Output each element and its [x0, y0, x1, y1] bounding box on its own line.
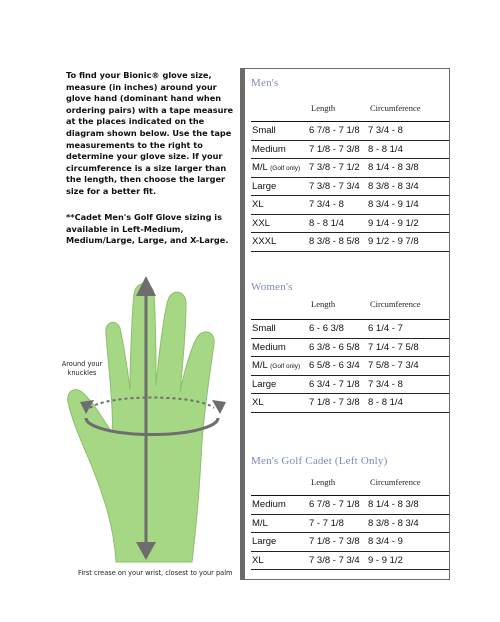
size-row [251, 196, 449, 215]
cadet-sizing-note: **Cadet Men's Golf Glove sizing is available in Left-Medium, Medium/Large, Large, and X-Large. [66, 212, 229, 246]
size-cell [252, 339, 286, 357]
length-cell: 7 1/8 - 7 3/8 [309, 143, 360, 155]
size-label: Large [252, 180, 277, 192]
size-cell [252, 178, 276, 196]
size-chart-panel [240, 68, 450, 580]
size-row [251, 496, 449, 515]
size-row [251, 515, 449, 534]
length-cell: 6 7/8 - 7 1/8 [309, 125, 360, 136]
length-cell: 6 - 6 3/8 [309, 323, 344, 334]
size-cell [252, 233, 276, 251]
size-cell [252, 141, 286, 159]
section-title: Women's [251, 281, 293, 293]
circumference-cell: 8 1/4 - 8 3/8 [368, 499, 419, 510]
column-header-circumference: Circumference [370, 299, 421, 309]
size-row [251, 552, 449, 571]
size-note: (Golf only) [270, 165, 301, 172]
size-row [251, 178, 449, 197]
length-cell: 6 7/8 - 7 1/8 [309, 499, 360, 510]
length-cell: 7 1/8 - 7 3/8 [309, 536, 360, 547]
size-label: Medium [252, 143, 286, 155]
size-note: (Golf only) [270, 363, 301, 370]
circumference-cell: 8 3/8 - 8 3/4 [368, 517, 419, 529]
circumference-cell: 7 5/8 - 7 3/4 [368, 360, 419, 371]
column-header-length: Length [311, 477, 336, 487]
column-header-circumference: Circumference [370, 103, 421, 113]
circumference-cell: 7 3/4 - 8 [368, 378, 403, 390]
size-cell [252, 376, 276, 394]
size-label: XL [252, 397, 264, 408]
size-label: Medium [252, 499, 286, 510]
size-label: Small [252, 125, 276, 136]
circumference-cell: 7 3/4 - 8 [368, 125, 403, 136]
size-label: Large [252, 536, 277, 547]
length-cell: 7 - 7 1/8 [309, 517, 344, 529]
size-label: Large [252, 378, 277, 390]
length-cell: 6 5/8 - 6 3/4 [309, 360, 360, 371]
circumference-cell: 8 3/8 - 8 3/4 [368, 180, 419, 192]
column-header-length: Length [311, 103, 336, 113]
size-table [251, 121, 449, 252]
length-cell: 7 3/8 - 7 3/4 [309, 554, 360, 566]
length-cell: 7 3/8 - 7 1/2 [309, 162, 360, 173]
size-cell [252, 320, 276, 338]
size-cell [252, 552, 264, 570]
length-cell: 6 3/8 - 6 5/8 [309, 341, 360, 353]
size-row [251, 357, 449, 376]
size-label: Medium [252, 341, 286, 353]
size-cell [252, 533, 276, 551]
wrist-label: First crease on your wrist, closest to your palm [78, 569, 233, 577]
size-label: M/L [252, 360, 268, 371]
circumference-cell: 8 - 8 1/4 [368, 397, 403, 408]
length-cell: 7 1/8 - 7 3/8 [309, 397, 360, 408]
length-cell: 6 3/4 - 7 1/8 [309, 378, 360, 390]
circumference-cell: 8 - 8 1/4 [368, 143, 403, 155]
mens-section [251, 77, 449, 247]
circumference-cell: 9 1/2 - 9 7/8 [368, 236, 419, 247]
size-row [251, 320, 449, 339]
sizing-instructions: To find your Bionic® glove size, measure (in inches) around your glove hand (dominant hand when ordering pairs) with a tape measure at the places indicated on the diagram shown below. Use the tape measurements to the right to determine your glove size. If your circumference is a size larger than the length, then choose the larger size for a better fit. [66, 70, 234, 196]
size-cell [252, 196, 264, 214]
hand-diagram [64, 262, 254, 572]
size-row [251, 394, 449, 413]
circumference-cell: 8 3/4 - 9 [368, 536, 403, 547]
size-label: M/L [252, 162, 268, 173]
size-table [251, 495, 449, 570]
section-title: Men's Golf Cadet (Left Only) [251, 455, 388, 467]
size-cell [252, 515, 268, 533]
size-row [251, 339, 449, 358]
size-row [251, 159, 449, 178]
size-cell [252, 159, 300, 178]
circumference-cell: 7 1/4 - 7 5/8 [368, 341, 419, 353]
column-header-length: Length [311, 299, 336, 309]
size-label: Small [252, 323, 276, 334]
section-title: Men's [251, 77, 279, 89]
circumference-cell: 8 1/4 - 8 3/8 [368, 162, 419, 173]
size-row [251, 122, 449, 141]
size-row [251, 533, 449, 552]
size-row [251, 233, 449, 252]
size-label: XXXL [252, 236, 277, 247]
size-cell [252, 122, 276, 140]
circumference-cell: 8 3/4 - 9 1/4 [368, 199, 419, 210]
length-cell: 7 3/4 - 8 [309, 199, 344, 210]
circumference-cell: 6 1/4 - 7 [368, 323, 403, 334]
size-row [251, 141, 449, 160]
size-label: XL [252, 554, 264, 566]
size-cell [252, 394, 264, 412]
circumference-cell: 9 - 9 1/2 [368, 554, 403, 566]
size-table [251, 319, 449, 413]
length-cell: 8 3/8 - 8 5/8 [309, 236, 360, 247]
size-cell [252, 357, 300, 376]
womens-section [251, 281, 449, 408]
size-row [251, 376, 449, 395]
cadet-section [251, 455, 449, 566]
size-label: M/L [252, 517, 268, 529]
size-label: XXL [252, 217, 270, 229]
size-label: XL [252, 199, 264, 210]
column-header-circumference: Circumference [370, 477, 421, 487]
size-cell [252, 215, 270, 233]
knuckles-label: Around your knuckles [61, 360, 103, 377]
size-row [251, 215, 449, 234]
size-cell [252, 496, 286, 514]
length-cell: 8 - 8 1/4 [309, 217, 344, 229]
circumference-cell: 9 1/4 - 9 1/2 [368, 217, 419, 229]
length-cell: 7 3/8 - 7 3/4 [309, 180, 360, 192]
